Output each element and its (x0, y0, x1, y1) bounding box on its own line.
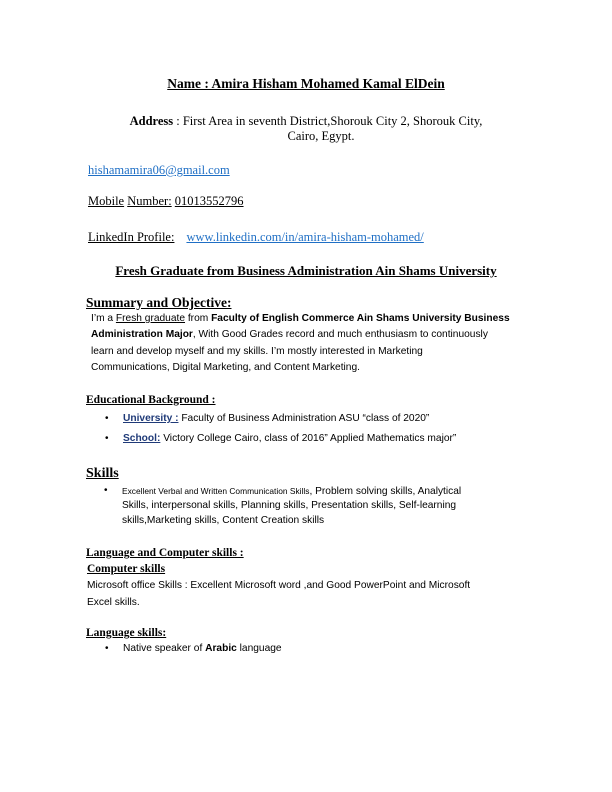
skills-line-2: Skills, interpersonal skills, Planning skills, Presentation skills, Self-learning (122, 500, 457, 511)
summary-line-2: Administration Major, With Good Grades record and much enthusiasm to continuously (91, 329, 488, 340)
language-computer-heading: Language and Computer skills : (86, 547, 244, 559)
address-label: Address (129, 114, 174, 128)
linkedin-label: LinkedIn Profile: (88, 230, 175, 244)
education-school: School: Victory College Cairo, class of 2016” Applied Mathematics major” (123, 433, 457, 444)
computer-skills-line-1: Microsoft office Skills : Excellent Microsoft word ,and Good PowerPoint and Microsoft (87, 580, 471, 591)
summary-line-3: learn and develop myself and my skills. I’m mostly interested in Marketing (91, 346, 423, 357)
education-heading: Educational Background : (86, 394, 216, 406)
bullet-icon: • (105, 413, 109, 424)
bullet-icon: • (105, 643, 109, 654)
fresh-graduate-text: Fresh graduate (115, 313, 186, 324)
computer-skills-heading: Computer skills (87, 563, 166, 575)
bullet-icon: • (105, 433, 109, 444)
address-text: : First Area in seventh District,Shorouk City 2, Shorouk City, (173, 114, 483, 128)
summary-line-4: Communications, Digital Marketing, and Content Marketing. (91, 362, 360, 373)
number-label: Number: (127, 194, 172, 208)
computer-skills-line-2: Excel skills. (87, 597, 140, 608)
skills-heading: Skills (86, 466, 119, 481)
skills-line-3: skills,Marketing skills, Content Creation skills (122, 515, 325, 526)
linkedin-link[interactable]: www.linkedin.com/in/amira-hisham-mohamed/ (186, 230, 424, 244)
mobile-line (88, 193, 244, 209)
address-line-1 (0, 113, 612, 129)
email-link[interactable]: hishamamira06@gmail.com (88, 163, 230, 177)
education-university: University : Faculty of Business Administration ASU “class of 2020” (123, 413, 430, 424)
candidate-name: Name : Amira Hisham Mohamed Kamal ElDein (167, 76, 445, 91)
headline: Fresh Graduate from Business Administration Ain Shams University (115, 263, 497, 278)
bullet-icon: • (104, 485, 108, 496)
summary-heading: Summary and Objective: (86, 295, 232, 310)
language-item: Native speaker of Arabic language (123, 643, 282, 654)
skills-line-1: Excellent Verbal and Written Communication Skills, Problem solving skills, Analytical (122, 486, 462, 497)
language-skills-heading: Language skills: (86, 627, 167, 639)
address-line-2: Cairo, Egypt. (287, 129, 355, 143)
mobile-label: Mobile (88, 194, 125, 208)
linkedin-line (88, 229, 424, 245)
summary-line-1: I’m a Fresh graduate from Faculty of English Commerce Ain Shams University Business (91, 313, 510, 324)
mobile-value: 01013552796 (174, 194, 244, 208)
